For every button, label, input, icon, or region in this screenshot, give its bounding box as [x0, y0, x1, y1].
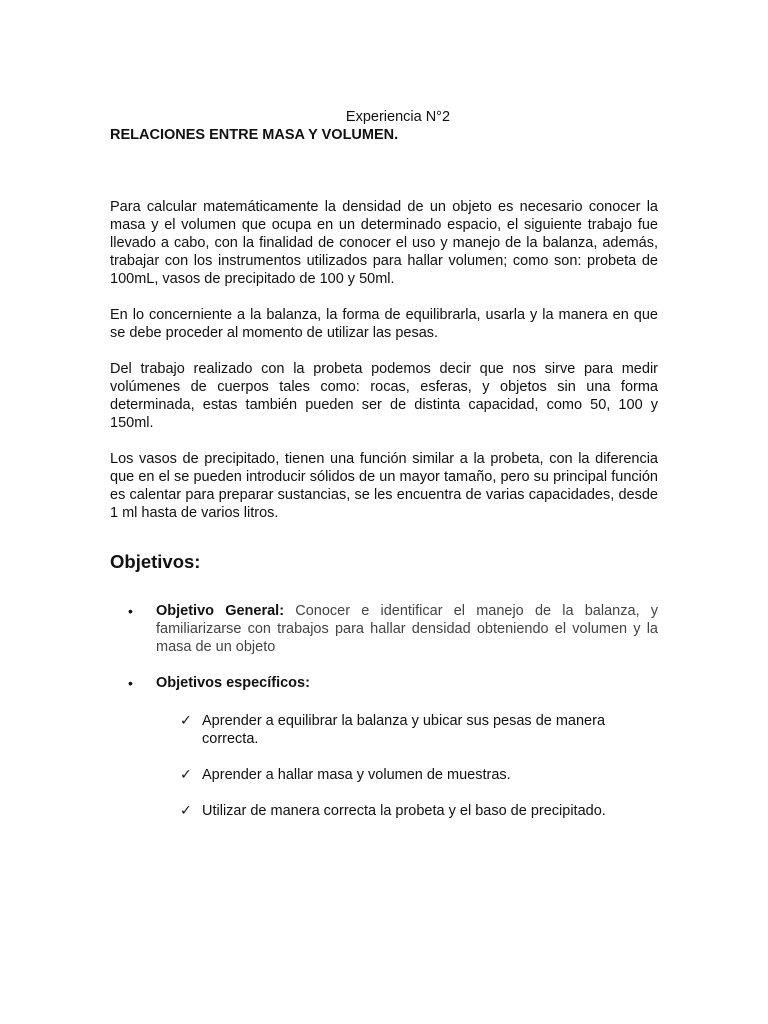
- objectives-list: [110, 602, 658, 692]
- paragraph-graduated-cylinder: Del trabajo realizado con la probeta podemos decir que nos sirve para medir volúmenes de cuerpos tales como: rocas, esferas, y objetos sin una forma determinada, estas también pueden ser de distinta capacidad, como 50, 100 y 150ml.: [110, 361, 658, 431]
- checkmark-icon: ✓: [180, 802, 192, 818]
- paragraph-balance: En lo concerniente a la balanza, la forma de equilibrarla, usarla y la manera en que se debe proceder al momento de utilizar las pesas.: [110, 307, 658, 341]
- objective-general-text: Conocer e identificar el manejo de la balanza, y familiarizarse con trabajos para hallar densidad obteniendo el volumen y la masa de un objeto: [156, 603, 658, 655]
- objective-general-label: Objetivo General:: [156, 603, 285, 619]
- specific-objective-text: Aprender a hallar masa y volumen de muestras.: [202, 767, 511, 783]
- document-page: [110, 108, 658, 820]
- paragraph-intro: Para calcular matemáticamente la densidad de un objeto es necesario conocer la masa y el volumen que ocupa en un determinado espacio, el siguiente trabajo fue llevado a cabo, con la finalidad de conocer el uso y manejo de la balanza, además, trabajar con los instrumentos utilizados para hallar volumen; como son: probeta de 100mL, vasos de precipitado de 100 y 50ml.: [110, 199, 658, 287]
- specific-objective-text: Utilizar de manera correcta la probeta y el baso de precipitado.: [202, 803, 606, 819]
- objective-specific-label: Objetivos específicos:: [156, 675, 310, 691]
- bullet-icon: •: [128, 603, 133, 619]
- bullet-icon: •: [128, 675, 133, 691]
- list-item: [110, 766, 658, 784]
- objective-specific: [110, 674, 658, 692]
- experience-number: Experiencia N°2: [345, 109, 451, 125]
- specific-objectives-list: [110, 712, 658, 820]
- checkmark-icon: ✓: [180, 712, 192, 728]
- paragraph-beakers: Los vasos de precipitado, tienen una función similar a la probeta, con la diferencia que en el se pueden introducir sólidos de un mayor tamaño, pero su principal función es calentar para preparar sustancias, se les encuentra de varias capacidades, desde 1 ml hasta de varios litros.: [110, 451, 658, 521]
- objectives-heading: Objetivos:: [110, 551, 201, 572]
- document-title: RELACIONES ENTRE MASA Y VOLUMEN.: [110, 127, 399, 143]
- checkmark-icon: ✓: [180, 766, 192, 782]
- list-item: [110, 712, 658, 748]
- list-item: [110, 802, 658, 820]
- objective-general: [110, 602, 658, 656]
- specific-objective-text: Aprender a equilibrar la balanza y ubicar sus pesas de manera correcta.: [202, 713, 606, 747]
